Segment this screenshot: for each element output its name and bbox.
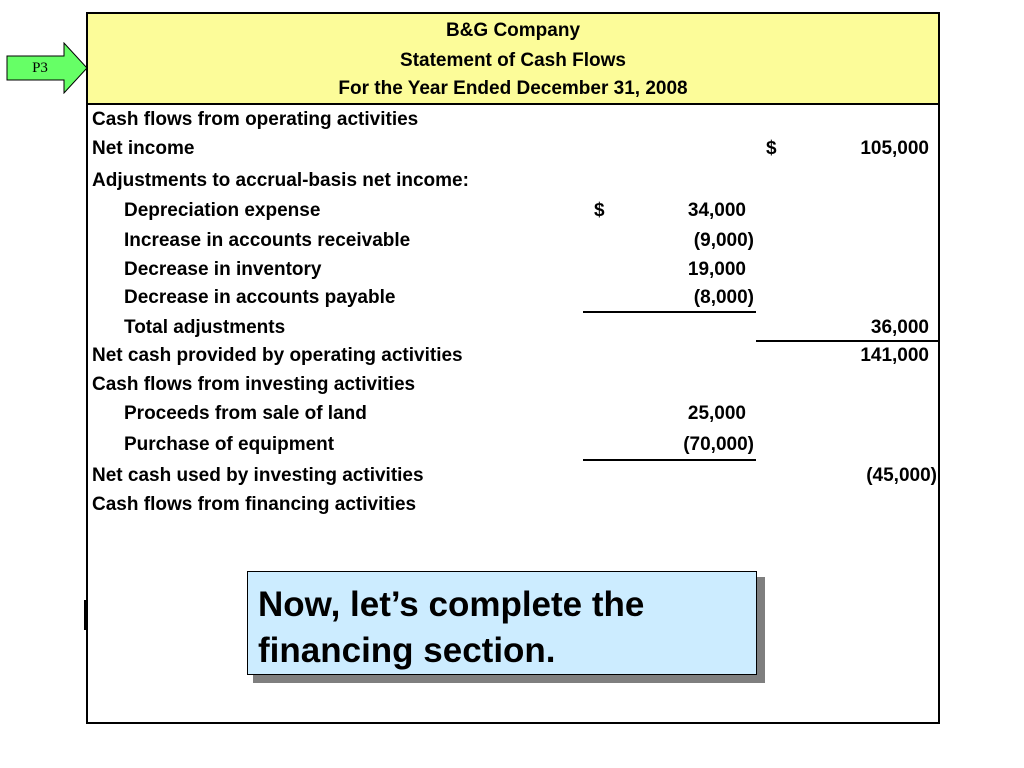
row-label: Cash flows from financing activities [92, 494, 417, 515]
row-label: Adjustments to accrual-basis net income: [92, 170, 469, 191]
row-label: Cash flows from investing activities [92, 374, 416, 395]
row-accounts-receivable [88, 230, 938, 256]
row-label: Net cash provided by operating activities [92, 345, 463, 366]
row-adjustments-heading [88, 170, 938, 196]
row-label: Decrease in inventory [124, 259, 322, 280]
company-name: B&G Company [445, 20, 581, 41]
amount-detail: (70,000) [683, 434, 754, 455]
row-net-income [88, 138, 938, 164]
amount-detail: 25,000 [687, 403, 746, 424]
row-label: Decrease in accounts payable [124, 287, 396, 308]
row-label: Net income [92, 138, 195, 159]
dollar-sign: $ [766, 138, 777, 159]
section-operating [88, 109, 938, 135]
row-label: Total adjustments [124, 317, 286, 338]
amount-total: 36,000 [870, 317, 929, 338]
row-label: Cash flows from operating activities [92, 109, 419, 130]
row-accounts-payable [88, 287, 938, 313]
subtotal-rule [583, 459, 756, 461]
amount-detail: 34,000 [687, 200, 746, 221]
statement-header [88, 14, 938, 105]
statement-title: Statement of Cash Flows [400, 50, 626, 71]
row-inventory [88, 259, 938, 285]
subtotal-rule [583, 311, 756, 313]
row-purchase-equipment [88, 434, 938, 460]
amount-total: 141,000 [860, 345, 929, 366]
row-label: Increase in accounts receivable [124, 230, 411, 251]
statement-period: For the Year Ended December 31, 2008 [338, 78, 688, 99]
row-net-operating [88, 345, 938, 371]
amount-detail: 19,000 [687, 259, 746, 280]
row-net-investing [88, 465, 938, 491]
tag-label: P3 [32, 60, 48, 76]
section-investing [88, 374, 938, 400]
row-sale-of-land [88, 403, 938, 429]
amount-detail: (9,000) [693, 230, 754, 251]
section-financing [88, 494, 938, 520]
row-label: Net cash used by investing activities [92, 465, 424, 486]
row-depreciation [88, 200, 938, 226]
amount-total: 105,000 [860, 138, 929, 159]
row-label: Proceeds from sale of land [124, 403, 367, 424]
total-rule [756, 340, 938, 342]
amount-detail: (8,000) [693, 287, 754, 308]
dollar-sign: $ [594, 200, 605, 221]
callout-box: Now, let’s complete the financing section. [247, 571, 757, 675]
row-label: Purchase of equipment [124, 434, 335, 455]
row-label: Depreciation expense [124, 200, 321, 221]
amount-total: (45,000) [866, 465, 937, 486]
